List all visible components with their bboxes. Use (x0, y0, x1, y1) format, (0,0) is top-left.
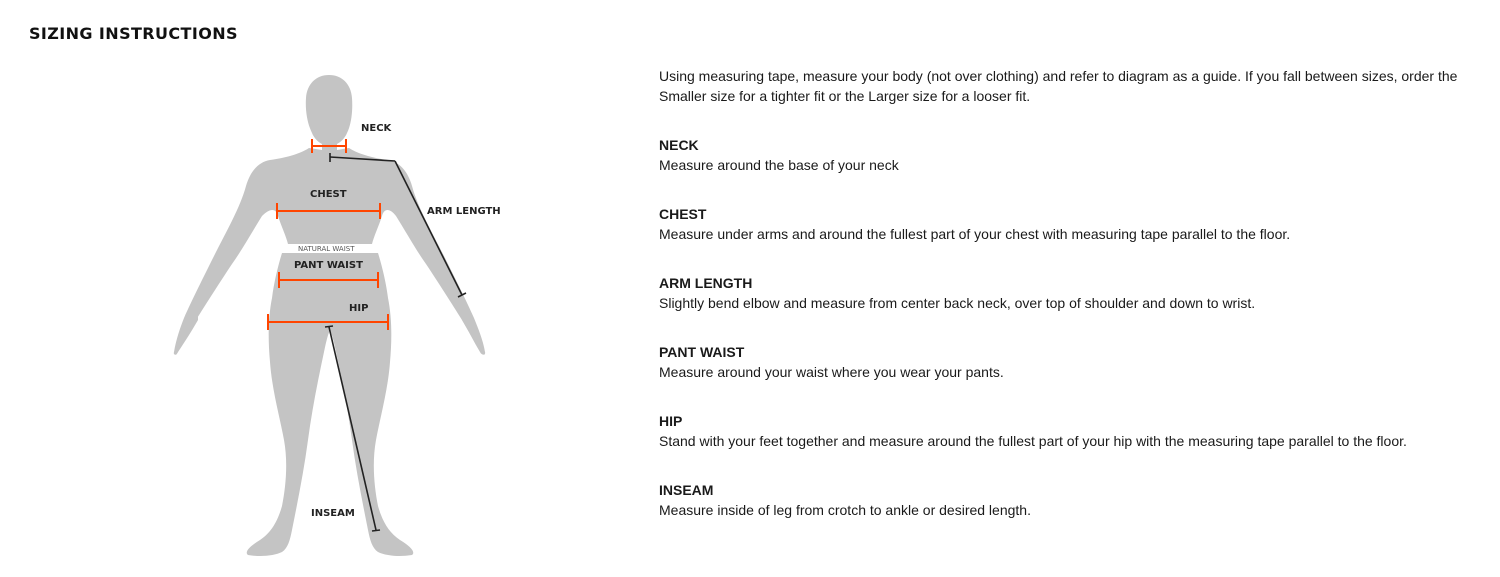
body-silhouette (174, 75, 485, 556)
instruction-inseam (659, 480, 1489, 520)
arm-length-label: ARM LENGTH (427, 206, 501, 217)
instruction-title: ARM LENGTH (659, 275, 753, 291)
instruction-title: NECK (659, 137, 699, 153)
chest-label: CHEST (310, 189, 347, 200)
instruction-title: PANT WAIST (659, 344, 745, 360)
instruction-text: Measure inside of leg from crotch to ankle or desired length. (659, 502, 1031, 518)
body-measurement-diagram (160, 66, 520, 562)
instruction-text: Slightly bend elbow and measure from center back neck, over top of shoulder and down to wrist. (659, 295, 1256, 311)
left-hand-shape (175, 296, 198, 355)
instruction-text: Measure around the base of your neck (659, 157, 899, 173)
instruction-hip (659, 411, 1489, 451)
instruction-arm-length (659, 273, 1489, 313)
instruction-text: Measure around your waist where you wear your pants. (659, 364, 1004, 380)
natural-waist-label: NATURAL WAIST (298, 245, 355, 253)
instructions-panel (659, 66, 1489, 549)
intro-text: Using measuring tape, measure your body (not over clothing) and refer to diagram as a guide. If you fall between sizes, order the Smaller size for a tighter fit or the Larger size for a looser fit. (659, 68, 1458, 104)
instruction-text: Measure under arms and around the fullest part of your chest with measuring tape parallel to the floor. (659, 226, 1291, 242)
body-diagram-svg (160, 66, 520, 562)
instruction-title: INSEAM (659, 482, 714, 498)
pant-waist-label: PANT WAIST (294, 260, 363, 271)
neck-label: NECK (361, 123, 392, 134)
instruction-title: CHEST (659, 206, 707, 222)
instruction-neck (659, 135, 1489, 175)
instruction-text: Stand with your feet together and measure around the fullest part of your hip with the measuring tape parallel to the floor. (659, 433, 1407, 449)
inseam-label: INSEAM (311, 508, 355, 519)
page-title: SIZING INSTRUCTIONS (29, 24, 238, 43)
instruction-title: HIP (659, 413, 683, 429)
instruction-pant-waist (659, 342, 1489, 382)
right-hand-shape (460, 296, 485, 355)
hip-label: HIP (349, 303, 369, 314)
instruction-chest (659, 204, 1489, 244)
